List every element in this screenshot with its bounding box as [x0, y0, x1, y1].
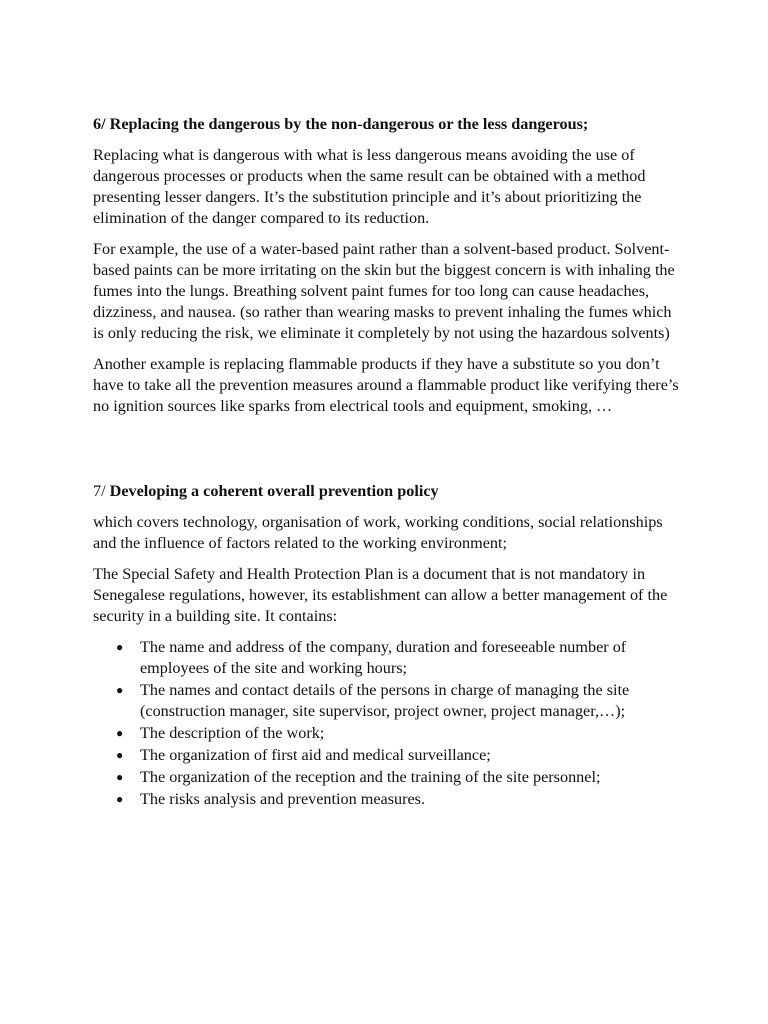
section-7-paragraph-1: which covers technology, organisation of work, working conditions, social relationships and the influence of factors related to the working environment;: [93, 513, 663, 552]
list-item: [93, 767, 683, 788]
section-6-paragraph-1: Replacing what is dangerous with what is less dangerous means avoiding the use of dangerous processes or products when the same result can be obtained with a method presenting lesser dangers. It’s the substitution principle and it’s about prioritizing the elimination of the danger compared to its reduction.: [93, 146, 646, 227]
list-item-text: The description of the work;: [140, 724, 325, 742]
section-6-paragraph-2: For example, the use of a water-based paint rather than a solvent-based product. Solvent-based paints can be more irritating on the skin but the biggest concern is with inhaling the fumes into the lungs. Breathing solvent paint fumes for too long can cause headaches, dizziness, and nausea. (so rather than wearing masks to prevent inhaling the fumes which is only reducing the risk, we eliminate it completely by not using the hazardous solvents): [93, 240, 675, 342]
list-item-text: The names and contact details of the persons in charge of managing the site (construction manager, site supervisor, project owner, project manager,…);: [140, 681, 630, 720]
list-item: [93, 723, 683, 744]
list-item: [93, 789, 683, 810]
section-7-heading: [93, 481, 683, 502]
section-7-heading-text: Developing a coherent overall prevention policy: [109, 482, 439, 500]
bullet-icon: ●: [116, 792, 124, 806]
section-spacer: [93, 427, 683, 481]
bullet-icon: ●: [116, 683, 124, 697]
list-item: [93, 680, 683, 722]
plan-contents-list: [93, 637, 683, 810]
bullet-icon: ●: [116, 726, 124, 740]
section-6-paragraph-3: Another example is replacing flammable products if they have a substitute so you don’t have to take all the prevention measures around a flammable product like verifying there’s no ignition sources like sparks from electrical tools and equipment, smoking, …: [93, 355, 679, 415]
section-6-heading: 6/ Replacing the dangerous by the non-dangerous or the less dangerous;: [93, 115, 589, 133]
list-item: [93, 637, 683, 679]
section-7-heading-number: 7/: [93, 482, 110, 500]
list-item-text: The organization of the reception and the training of the site personnel;: [140, 768, 601, 786]
bullet-icon: ●: [116, 770, 124, 784]
list-item: [93, 745, 683, 766]
section-7-paragraph-2: The Special Safety and Health Protection Plan is a document that is not mandatory in Senegalese regulations, however, its establishment can allow a better management of the security in a building site. It contains:: [93, 565, 668, 625]
list-item-text: The organization of first aid and medical surveillance;: [140, 746, 491, 764]
bullet-icon: ●: [116, 640, 124, 654]
list-item-text: The name and address of the company, duration and foreseeable number of employees of the site and working hours;: [140, 638, 627, 677]
list-item-text: The risks analysis and prevention measures.: [140, 790, 426, 808]
document-page: [93, 114, 683, 811]
bullet-icon: ●: [116, 748, 124, 762]
